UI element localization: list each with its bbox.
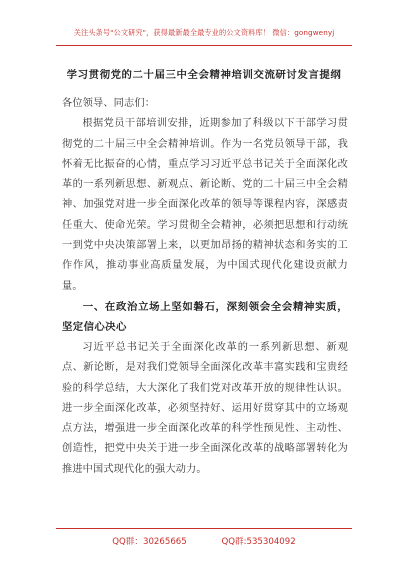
header-divider — [56, 45, 352, 46]
paragraph-section-1: 习近平总书记关于全面深化改革的一系列新思想、新观点、新论断，是对我们党领导全面深化改革丰富实践和宝贵经验的科学总结，大大深化了我们党对改革开放的规律性认识。进一步全面深化改革，必须坚持好、运用好贯穿其中的立场观点方法，增强进一步全面深化改革的科学性预见性、主动性、创造性，把党中央关于进一步全面深化改革的战略部署转化为推进中国式现代化的强大动力。 — [62, 341, 348, 475]
document-title: 学习贯彻党的二十届三中全会精神培训交流研讨发言提纲 — [66, 69, 342, 81]
footer-divider — [56, 528, 352, 529]
footer-qq-group-1: QQ群：30265665 — [112, 537, 187, 547]
greeting: 各位领导、同志们： — [62, 98, 156, 109]
footer — [0, 535, 408, 547]
document-body — [62, 94, 348, 480]
footer-qq-group-2: QQ群:535304092 — [221, 537, 296, 547]
section-heading-1: 一、在政治立场上坚如磐石，深刻领会全会精神实质，坚定信心决心 — [62, 300, 348, 334]
paragraph-intro: 根据党员干部培训安排，近期参加了科级以下干部学习贯彻党的二十届三中全会精神培训。作为一名党员领导干部，我怀着无比振奋的心情，重点学习习近平总书记关于全面深化改革的一系列新思想、新观点、新论断、党的二十届三中全会精神、加强党对进一步全面深化改革的领导等课程内容，深感责任重大、使命光荣。学习贯彻全会精神，必须把思想和行动统一到党中央决策部署上来，以更加昂扬的精神状态和务实的工作作风，推动事业高质量发展，为中国式现代化建设贡献力量。 — [62, 118, 348, 292]
header-banner: 关注头条号"公文研究"，获得最新最全最专业的公文资料库！ 微信：gongwenyj — [73, 28, 335, 37]
